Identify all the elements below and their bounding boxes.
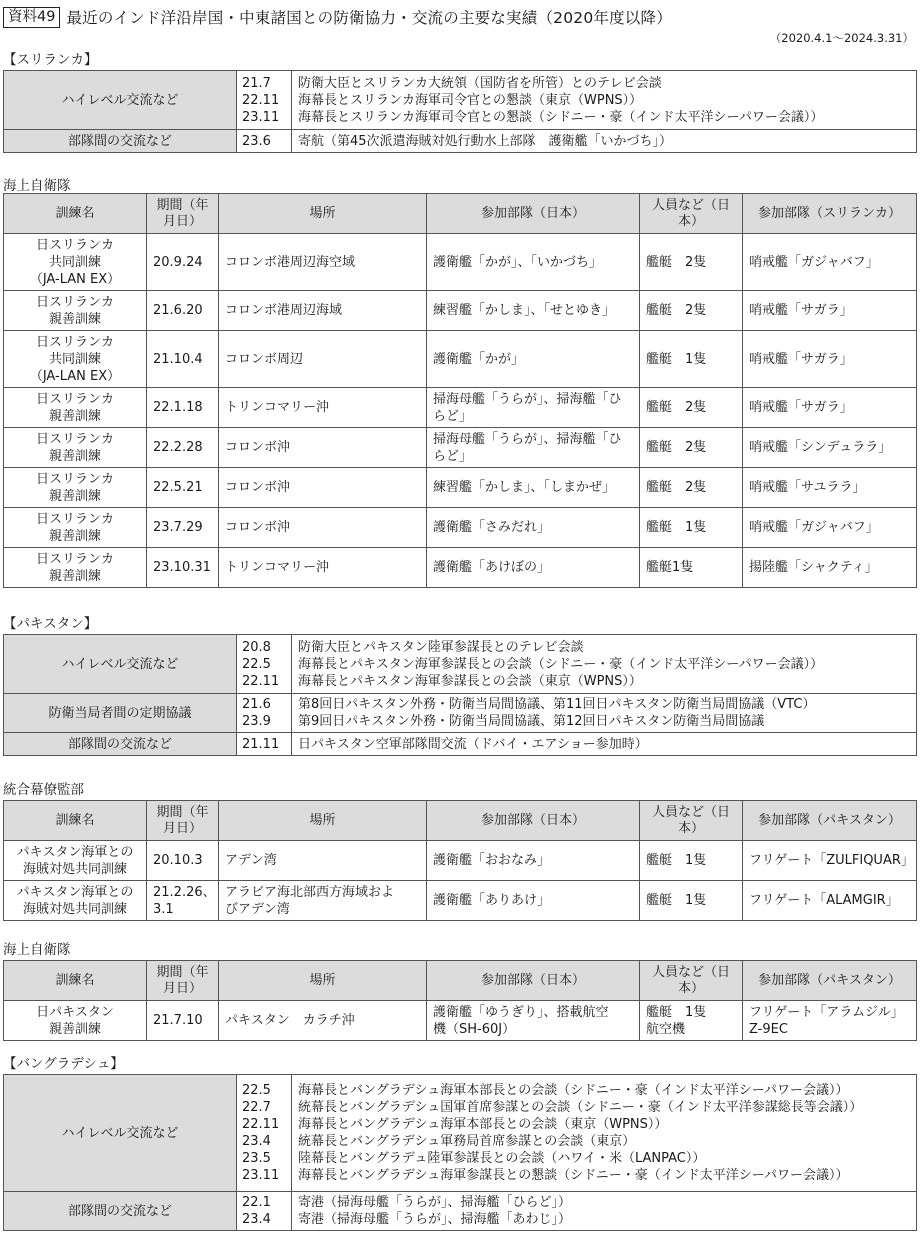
partner-units bbox=[743, 291, 917, 331]
japan-personnel bbox=[640, 388, 743, 428]
japan-units bbox=[427, 291, 640, 331]
column-header: 場所 bbox=[219, 961, 427, 1001]
exchange-item: 統幕長とバングラデシュ軍務局首席参謀との会談（東京） bbox=[298, 1134, 636, 1149]
exchange-item: 海幕長とパキスタン海軍参謀長との会談（東京（WPNS）） bbox=[298, 673, 642, 689]
partner-units-line: 哨戒艦「ガジャバフ」 bbox=[749, 520, 879, 535]
training-name-line: 親善訓練 bbox=[48, 448, 101, 464]
table-row bbox=[4, 234, 917, 291]
japan-units-line: 護衛艦「かが」 bbox=[433, 351, 525, 367]
exchange-row bbox=[4, 635, 917, 694]
japan-personnel bbox=[640, 428, 743, 468]
japan-units-line: 護衛艦「おおなみ」 bbox=[433, 853, 551, 868]
japan-units bbox=[427, 548, 640, 588]
training-name-line: パキスタン海軍との bbox=[16, 884, 134, 900]
japan-personnel-line: 艦艇 1隻 bbox=[646, 351, 707, 367]
training-name-line: 親善訓練 bbox=[48, 568, 101, 584]
training-name-line: 日スリランカ bbox=[35, 391, 114, 407]
exchange-item: 海幕長とスリランカ海軍司令官との懇談（シドニー・豪（インド太平洋シーパワー会議）） bbox=[298, 109, 824, 125]
partner-units-line: Z-9EC bbox=[749, 1021, 788, 1037]
table-row bbox=[4, 428, 917, 468]
training-place bbox=[219, 468, 427, 508]
training-place bbox=[219, 428, 427, 468]
training-name-line: 親善訓練 bbox=[48, 1021, 101, 1037]
training-place-line: コロンボ沖 bbox=[225, 520, 291, 535]
training-place bbox=[219, 881, 427, 921]
column-header-line: 参加部隊 bbox=[757, 205, 810, 221]
pakistan-exchange-table bbox=[3, 634, 917, 756]
japan-personnel-line: 艦艇 2隻 bbox=[646, 400, 707, 415]
training-name bbox=[4, 468, 147, 508]
column-header-line: （日本） bbox=[677, 964, 731, 996]
column-header-line: 期間 bbox=[156, 964, 183, 980]
exchange-category: ハイレベル交流など bbox=[4, 635, 237, 694]
exchange-item: 統幕長とバングラデシュ国軍首席参謀との会談（シドニー・豪（インド太平洋参謀総長等会議）） bbox=[298, 1100, 863, 1115]
training-place-line: コロンボ沖 bbox=[225, 480, 291, 495]
exchange-item: 寄港（掃海母艦「うらが」、掃海艦「あわじ」） bbox=[298, 1212, 572, 1227]
training-name-line: 共同訓練 bbox=[48, 351, 101, 367]
column-header-line: 参加部隊 bbox=[480, 205, 533, 221]
training-place-line: トリンコマリー沖 bbox=[225, 560, 330, 575]
column-header-line: 人員など bbox=[651, 804, 704, 820]
partner-units bbox=[743, 331, 917, 388]
training-rows bbox=[4, 234, 917, 588]
training-place-line: びアデン湾 bbox=[225, 901, 290, 917]
exchange-dates bbox=[237, 71, 292, 130]
training-date-line: 23.7.29 bbox=[153, 520, 203, 535]
training-name-line: 日パキスタン bbox=[36, 1004, 114, 1020]
training-date bbox=[147, 388, 219, 428]
training-name bbox=[4, 428, 147, 468]
japan-units bbox=[427, 388, 640, 428]
column-header bbox=[640, 801, 743, 841]
training-name bbox=[4, 331, 147, 388]
partner-units bbox=[743, 548, 917, 588]
exchange-date: 23.5 bbox=[242, 1151, 271, 1166]
exchange-date: 21.6 bbox=[242, 697, 271, 712]
partner-units-line: 揚陸艦「シャクティ」 bbox=[749, 560, 878, 575]
exchange-date: 22.5 bbox=[242, 656, 271, 672]
japan-units bbox=[427, 331, 640, 388]
training-name-line: 日スリランカ bbox=[35, 511, 114, 527]
japan-personnel-line: 艦艇 1隻 bbox=[646, 520, 707, 535]
partner-units bbox=[743, 508, 917, 548]
column-header: 訓練名 bbox=[4, 194, 147, 234]
document-title bbox=[3, 5, 672, 29]
exchange-row bbox=[4, 733, 917, 756]
partner-units-line: 哨戒艦「ガジャバフ」 bbox=[749, 254, 879, 270]
exchange-item: 第9回日パキスタン外務・防衛当局間協議、第12回日パキスタン防衛当局間協議 bbox=[298, 714, 765, 729]
column-header-line: （日本） bbox=[677, 197, 731, 229]
column-header bbox=[640, 961, 743, 1001]
exchange-item: 陸幕長とバングラデュ陸軍参謀長との会談（ハワイ・米（LANPAC）） bbox=[298, 1151, 706, 1166]
column-header bbox=[427, 801, 640, 841]
exchange-category: ハイレベル交流など bbox=[4, 1075, 237, 1192]
japan-units-line: 護衛艦「あけぼの」 bbox=[433, 560, 551, 575]
exchange-dates bbox=[237, 1075, 292, 1192]
training-place-line: アデン湾 bbox=[225, 853, 277, 868]
exchange-items bbox=[292, 733, 917, 756]
exchange-item: 日パキスタン空軍部隊間交流（ドバイ・エアショー参加時） bbox=[298, 736, 648, 752]
column-header-line: （年月日） bbox=[162, 964, 209, 996]
column-header-line: （スリランカ） bbox=[810, 205, 902, 221]
training-date-line: 22.2.28 bbox=[153, 440, 203, 455]
japan-units-line: らど」 bbox=[433, 408, 473, 424]
japan-units-line: 練習艦「かしま」、「しまかぜ」 bbox=[433, 480, 616, 495]
exchange-date: 22.5 bbox=[242, 1083, 271, 1098]
column-header: 訓練名 bbox=[4, 801, 147, 841]
column-header-line: （日本） bbox=[677, 804, 731, 836]
training-date-line: 21.10.4 bbox=[153, 351, 203, 367]
training-date bbox=[147, 548, 219, 588]
pakistan-joint-training-table bbox=[3, 800, 917, 921]
partner-units bbox=[743, 468, 917, 508]
table-row bbox=[4, 388, 917, 428]
training-name-line: 親善訓練 bbox=[48, 488, 101, 504]
exchange-date: 20.8 bbox=[242, 639, 271, 655]
training-date-line: 22.5.21 bbox=[153, 480, 203, 495]
training-place bbox=[219, 234, 427, 291]
exchange-row bbox=[4, 71, 917, 130]
partner-units-line: 哨戒艦「サガラ」 bbox=[749, 351, 853, 367]
table-header-row bbox=[4, 961, 917, 1001]
exchange-dates bbox=[237, 635, 292, 694]
column-header-line: （パキスタン） bbox=[810, 972, 901, 988]
column-header bbox=[743, 801, 917, 841]
japan-personnel-line: 艦艇 2隻 bbox=[646, 303, 707, 318]
japan-units bbox=[427, 881, 640, 921]
partner-units bbox=[743, 881, 917, 921]
partner-units bbox=[743, 388, 917, 428]
training-name bbox=[4, 388, 147, 428]
partner-units-line: 哨戒艦「サガラ」 bbox=[749, 400, 853, 415]
training-name-line: 親善訓練 bbox=[48, 528, 101, 544]
exchange-category: 部隊間の交流など bbox=[4, 1192, 237, 1231]
exchange-item: 海幕長とバングラデシュ海軍参謀長との懇談（シドニー・豪（インド太平洋シーパワー会議）） bbox=[298, 1168, 849, 1183]
exchange-date: 21.11 bbox=[242, 736, 280, 752]
exchange-row bbox=[4, 1192, 917, 1231]
section-heading-pakistan: 【パキスタン】 bbox=[3, 616, 98, 632]
training-date-line: 3.1 bbox=[153, 901, 174, 917]
japan-units-line: らど」 bbox=[433, 448, 473, 464]
japan-personnel bbox=[640, 234, 743, 291]
column-header-line: （日本） bbox=[533, 812, 586, 828]
japan-personnel bbox=[640, 548, 743, 588]
training-date bbox=[147, 1001, 219, 1041]
column-header-line: 人員など bbox=[651, 197, 704, 213]
training-name-line: 共同訓練 bbox=[48, 254, 101, 270]
document-number-badge: 資料49 bbox=[3, 7, 60, 28]
column-header bbox=[427, 194, 640, 234]
japan-units bbox=[427, 508, 640, 548]
japan-personnel-line: 艦艇 1隻 bbox=[646, 893, 707, 908]
partner-units-line: 哨戒艦「サユララ」 bbox=[749, 480, 866, 495]
column-header-line: （日本） bbox=[533, 205, 586, 221]
training-name-line: 海賊対処共同訓練 bbox=[22, 901, 127, 917]
japan-units bbox=[427, 1001, 640, 1041]
exchange-date: 22.1 bbox=[242, 1195, 271, 1210]
exchange-row bbox=[4, 1075, 917, 1192]
exchange-item: 寄港（掃海母艦「うらが」、掃海艦「ひらど」） bbox=[298, 1195, 572, 1210]
exchange-date: 22.7 bbox=[242, 1100, 271, 1115]
japan-units-line: 掃海母艦「うらが」、掃海艦「ひ bbox=[433, 391, 622, 407]
japan-personnel-line: 艦艇1隻 bbox=[646, 560, 694, 575]
japan-personnel-line: 艦艇 1隻 bbox=[646, 853, 707, 868]
partner-units-line: 哨戒艦「サガラ」 bbox=[749, 303, 853, 318]
japan-personnel-line: 艦艇 1隻 bbox=[646, 1004, 707, 1020]
training-name-line: （JA-LAN EX） bbox=[29, 271, 121, 287]
japan-units-line: 掃海母艦「うらが」、掃海艦「ひ bbox=[433, 431, 622, 447]
training-name-line: パキスタン海軍との bbox=[16, 844, 134, 860]
column-header bbox=[640, 194, 743, 234]
period-range: （2020.4.1～2024.3.31） bbox=[769, 31, 914, 45]
table-row bbox=[4, 331, 917, 388]
training-date-line: 21.7.10 bbox=[153, 1013, 203, 1028]
table-header-row bbox=[4, 194, 917, 234]
table-row bbox=[4, 508, 917, 548]
exchange-item: 海幕長とバングラデシュ海軍本部長との会談（東京（WPNS）） bbox=[298, 1117, 668, 1132]
exchange-date: 22.11 bbox=[242, 92, 280, 108]
section-heading-bangladesh: 【バングラデシュ】 bbox=[3, 1056, 124, 1072]
column-header: 訓練名 bbox=[4, 961, 147, 1001]
training-place bbox=[219, 841, 427, 881]
column-header bbox=[427, 961, 640, 1001]
exchange-items bbox=[292, 1192, 917, 1231]
exchange-items bbox=[292, 694, 917, 733]
training-place bbox=[219, 388, 427, 428]
column-header-line: 参加部隊 bbox=[758, 812, 811, 828]
exchange-items bbox=[292, 71, 917, 130]
column-header bbox=[147, 194, 219, 234]
section-heading-srilanka: 【スリランカ】 bbox=[3, 52, 98, 68]
training-date bbox=[147, 508, 219, 548]
table-header-row bbox=[4, 801, 917, 841]
exchange-items bbox=[292, 130, 917, 153]
training-name-line: 親善訓練 bbox=[48, 311, 101, 327]
training-place-line: トリンコマリー沖 bbox=[225, 400, 330, 415]
training-name-line: 海賊対処共同訓練 bbox=[22, 861, 127, 877]
training-date-line: 20.10.3 bbox=[153, 853, 203, 868]
training-place bbox=[219, 1001, 427, 1041]
training-place-line: パキスタン カラチ沖 bbox=[225, 1013, 355, 1028]
training-date bbox=[147, 841, 219, 881]
exchange-category: 部隊間の交流など bbox=[4, 130, 237, 153]
table-row bbox=[4, 468, 917, 508]
training-place bbox=[219, 508, 427, 548]
training-place-line: コロンボ沖 bbox=[225, 440, 291, 455]
column-header-line: （日本） bbox=[533, 972, 586, 988]
exchange-category: 部隊間の交流など bbox=[4, 733, 237, 756]
srilanka-training-table bbox=[3, 193, 917, 588]
partner-units-line: フリゲート「アラムジル」 bbox=[749, 1004, 904, 1020]
column-header: 場所 bbox=[219, 194, 427, 234]
training-date-line: 20.9.24 bbox=[153, 254, 203, 270]
partner-units bbox=[743, 841, 917, 881]
pakistan-msdf-training-table bbox=[3, 960, 917, 1041]
table-row bbox=[4, 1001, 917, 1041]
partner-units-line: フリゲート「ALAMGIR」 bbox=[749, 893, 899, 908]
exchange-item: 防衛大臣とスリランカ大統領（国防省を所管）とのテレビ会談 bbox=[298, 75, 662, 91]
column-header bbox=[147, 801, 219, 841]
exchange-category: 防衛当局者間の定期協議 bbox=[4, 694, 237, 733]
japan-personnel bbox=[640, 1001, 743, 1041]
section-heading-msdf-pakistan: 海上自衛隊 bbox=[3, 942, 71, 958]
japan-units-line: 護衛艦「ゆうぎり」、搭載航空 bbox=[433, 1004, 609, 1020]
japan-units bbox=[427, 234, 640, 291]
exchange-date: 23.4 bbox=[242, 1212, 271, 1227]
training-name bbox=[4, 291, 147, 331]
training-place bbox=[219, 291, 427, 331]
column-header bbox=[743, 194, 917, 234]
partner-units-line: フリゲート「ZULFIQUAR」 bbox=[749, 853, 914, 868]
japan-personnel bbox=[640, 841, 743, 881]
training-date-line: 23.10.31 bbox=[153, 560, 211, 575]
training-place-line: コロンボ港周辺海空域 bbox=[225, 254, 356, 270]
training-date bbox=[147, 331, 219, 388]
column-header-line: （年月日） bbox=[162, 804, 209, 836]
japan-units bbox=[427, 841, 640, 881]
exchange-date: 22.11 bbox=[242, 673, 280, 689]
partner-units bbox=[743, 234, 917, 291]
japan-personnel-line: 航空機 bbox=[646, 1021, 686, 1037]
srilanka-exchange-table bbox=[3, 70, 917, 153]
column-header bbox=[147, 961, 219, 1001]
training-rows bbox=[4, 1001, 917, 1041]
japan-personnel-line: 艦艇 2隻 bbox=[646, 440, 707, 455]
column-header-line: 参加部隊 bbox=[480, 812, 533, 828]
training-name-line: 日スリランカ bbox=[35, 431, 114, 447]
exchange-dates bbox=[237, 1192, 292, 1231]
training-date bbox=[147, 468, 219, 508]
exchange-date: 23.9 bbox=[242, 714, 271, 729]
section-heading-msdf: 海上自衛隊 bbox=[3, 178, 71, 194]
column-header: 場所 bbox=[219, 801, 427, 841]
japan-personnel bbox=[640, 468, 743, 508]
japan-units-line: 護衛艦「さみだれ」 bbox=[433, 520, 551, 535]
japan-personnel-line: 艦艇 2隻 bbox=[646, 254, 707, 270]
partner-units bbox=[743, 1001, 917, 1041]
training-date-line: 22.1.18 bbox=[153, 400, 203, 415]
exchange-date: 23.11 bbox=[242, 1168, 280, 1183]
column-header-line: 参加部隊 bbox=[758, 972, 811, 988]
training-name bbox=[4, 881, 147, 921]
exchange-date: 22.11 bbox=[242, 1117, 280, 1132]
column-header-line: 期間 bbox=[156, 197, 183, 213]
exchange-items bbox=[292, 1075, 917, 1192]
training-date bbox=[147, 428, 219, 468]
column-header-line: 参加部隊 bbox=[480, 972, 533, 988]
japan-personnel bbox=[640, 291, 743, 331]
section-heading-joint-staff: 統合幕僚監部 bbox=[3, 782, 84, 798]
training-place bbox=[219, 548, 427, 588]
training-date bbox=[147, 234, 219, 291]
column-header-line: （年月日） bbox=[162, 197, 209, 229]
training-rows bbox=[4, 841, 917, 921]
training-date bbox=[147, 291, 219, 331]
exchange-date: 21.7 bbox=[242, 75, 271, 91]
japan-personnel bbox=[640, 331, 743, 388]
japan-personnel-line: 艦艇 2隻 bbox=[646, 480, 707, 495]
training-name bbox=[4, 1001, 147, 1041]
table-row bbox=[4, 881, 917, 921]
exchange-date: 23.11 bbox=[242, 109, 280, 125]
training-place-line: アラビア海北部西方海域およ bbox=[225, 884, 395, 900]
exchange-dates bbox=[237, 733, 292, 756]
exchange-item: 防衛大臣とパキスタン陸軍参謀長とのテレビ会談 bbox=[298, 639, 584, 655]
training-place-line: コロンボ港周辺海域 bbox=[225, 303, 343, 318]
exchange-dates bbox=[237, 694, 292, 733]
japan-personnel bbox=[640, 881, 743, 921]
training-place bbox=[219, 331, 427, 388]
table-row bbox=[4, 548, 917, 588]
exchange-item: 海幕長とスリランカ海軍司令官との懇談（東京（WPNS）） bbox=[298, 92, 643, 108]
japan-units-line: 護衛艦「ありあけ」 bbox=[433, 893, 551, 908]
exchange-items bbox=[292, 635, 917, 694]
column-header-line: （パキスタン） bbox=[810, 812, 901, 828]
exchange-category: ハイレベル交流など bbox=[4, 71, 237, 130]
training-date-line: 21.2.26、 bbox=[153, 884, 216, 900]
column-header-line: 人員など bbox=[651, 964, 704, 980]
exchange-item: 第8回日パキスタン外務・防衛当局間協議、第11回日パキスタン防衛当局間協議（VTC） bbox=[298, 697, 816, 712]
exchange-row bbox=[4, 130, 917, 153]
partner-units-line: 哨戒艦「シンデュララ」 bbox=[749, 440, 892, 455]
training-place-line: コロンボ周辺 bbox=[225, 351, 304, 367]
title-text: 最近のインド洋沿岸国・中東諸国との防衛協力・交流の主要な実績（2020年度以降） bbox=[66, 9, 672, 27]
training-name bbox=[4, 841, 147, 881]
training-name-line: （JA-LAN EX） bbox=[29, 368, 121, 384]
exchange-row bbox=[4, 694, 917, 733]
exchange-date: 23.6 bbox=[242, 133, 271, 149]
training-name bbox=[4, 548, 147, 588]
training-name bbox=[4, 508, 147, 548]
japan-units-line: 機（SH-60J） bbox=[433, 1021, 516, 1037]
japan-units bbox=[427, 468, 640, 508]
exchange-item: 海幕長とパキスタン海軍参謀長との会談（シドニー・豪（インド太平洋シーパワー会議）） bbox=[298, 656, 824, 672]
partner-units bbox=[743, 428, 917, 468]
training-name-line: 日スリランカ bbox=[35, 551, 114, 567]
training-name-line: 日スリランカ bbox=[35, 237, 114, 253]
japan-units-line: 練習艦「かしま」、「せとゆき」 bbox=[433, 303, 616, 318]
table-row bbox=[4, 291, 917, 331]
column-header bbox=[743, 961, 917, 1001]
training-name-line: 親善訓練 bbox=[48, 408, 101, 424]
japan-personnel bbox=[640, 508, 743, 548]
japan-units bbox=[427, 428, 640, 468]
bangladesh-exchange-table bbox=[3, 1074, 917, 1231]
column-header-line: 期間 bbox=[156, 804, 183, 820]
japan-units-line: 護衛艦「かが」、「いかづち」 bbox=[433, 254, 603, 270]
table-row bbox=[4, 841, 917, 881]
training-name bbox=[4, 234, 147, 291]
exchange-dates bbox=[237, 130, 292, 153]
exchange-date: 23.4 bbox=[242, 1134, 271, 1149]
exchange-item: 寄航（第45次派遣海賊対処行動水上部隊 護衛艦「いかづち」） bbox=[298, 133, 673, 149]
training-date bbox=[147, 881, 219, 921]
training-name-line: 日スリランカ bbox=[35, 471, 114, 487]
training-name-line: 日スリランカ bbox=[35, 334, 114, 350]
training-date-line: 21.6.20 bbox=[153, 303, 203, 318]
training-name-line: 日スリランカ bbox=[35, 294, 114, 310]
exchange-item: 海幕長とバングラデシュ海軍本部長との会談（シドニー・豪（インド太平洋シーパワー会議）） bbox=[298, 1083, 849, 1098]
